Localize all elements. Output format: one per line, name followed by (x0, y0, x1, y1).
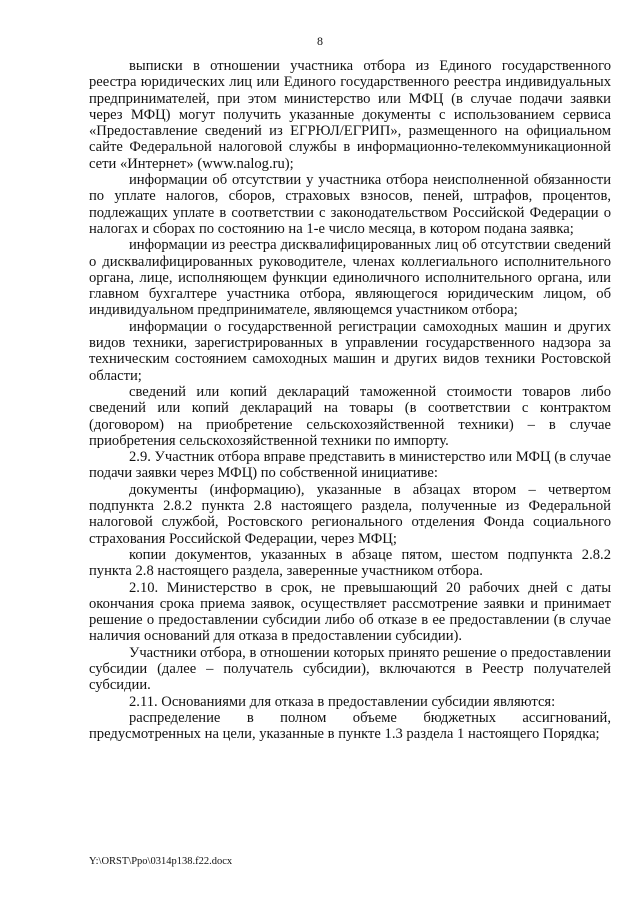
paragraph-customs-declarations: сведений или копий деклараций таможенной стоимости товаров либо сведений или копий деклараций на товары (в соответствии с контрактом (договором) на приобретение сельскохозяйственной техники) – в случае приобретения сельскохозяйственной техники по импорту. (89, 383, 611, 449)
paragraph-machinery-registration: информации о государственной регистрации самоходных машин и других видов техники, зарегистрированных в управлении государственного надзора за техническим состоянием самоходных машин и других видов техники Ростовской области; (89, 318, 611, 384)
paragraph-2-11: 2.11. Основаниями для отказа в предоставлении субсидии являются: (129, 693, 556, 710)
footer-file-path: Y:\ORST\Ppo\0314p138.f22.docx (89, 856, 233, 867)
paragraph-recipients-registry: Участники отбора, в отношении которых принято решение о предоставлении субсидии (далее – получатель субсидии), включаются в Реестр получателей субсидии. (89, 644, 611, 694)
paragraph-tax-debt-info: информации об отсутствии у участника отбора неисполненной обязанности по уплате налогов, сборов, страховых взносов, пеней, штрафов, процентов, подлежащих уплате в соответствии с законодательством Российской Федерации о налогах и сборах по состоянию на 1-е число месяца, в котором подана заявка; (89, 172, 611, 237)
paragraph-2-10: 2.10. Министерство в срок, не превышающий 20 рабочих дней с даты окончания срока приема заявок, осуществляет рассмотрение заявки и принимает решение о предоставлении субсидии либо об отказе в ее предоставлении (в случае наличия оснований для отказа в предоставлении субсидии). (89, 579, 611, 645)
paragraph-documents-info: документы (информацию), указанные в абзацах втором – четвертом подпункта 2.8.2 пункта 2.8 настоящего раздела, полученные из Федеральной налоговой службой, Ростовского регионального отделения Фонда социального страхования Российской Федерации, через МФЦ; (89, 481, 611, 547)
paragraph-budget-distribution: распределение в полном объеме бюджетных ассигнований, предусмотренных на цели, указанные в пункте 1.3 раздела 1 настоящего Порядка; (89, 709, 611, 743)
paragraph-disqualified-registry: информации из реестра дисквалифицированных лиц об отсутствии сведений о дисквалифицированных руководителе, членах коллегиального исполнительного органа, лице, исполняющем функции единоличного исполнительного органа, или главном бухгалтере участника отбора, являющегося юридическим лицом, об индивидуальном предпринимателе, являющемся участником отбора; (89, 237, 611, 319)
document-body (89, 58, 611, 742)
paragraph-2-9: 2.9. Участник отбора вправе представить в министерство или МФЦ (в случае подачи заявки через МФЦ) по собственной инициативе: (89, 449, 611, 482)
paragraph-egrul-extract: выписки в отношении участника отбора из Единого государственного реестра юридических лиц или Единого государственного реестра индивидуальных предпринимателей, при этом министерство или МФЦ (в случае подачи заявки через МФЦ) могут получить указанные документы с использованием сервиса «Предоставление сведений из ЕГРЮЛ/ЕГРИП», размещенного на официальном сайте Федеральной налоговой службы в информационно-телекоммуникационной сети «Интернет» (www.nalog.ru); (89, 58, 611, 172)
page-number: 8 (317, 34, 323, 48)
paragraph-document-copies: копии документов, указанных в абзаце пятом, шестом подпункта 2.8.2 пункта 2.8 настоящего раздела, заверенные участником отбора. (89, 546, 611, 580)
